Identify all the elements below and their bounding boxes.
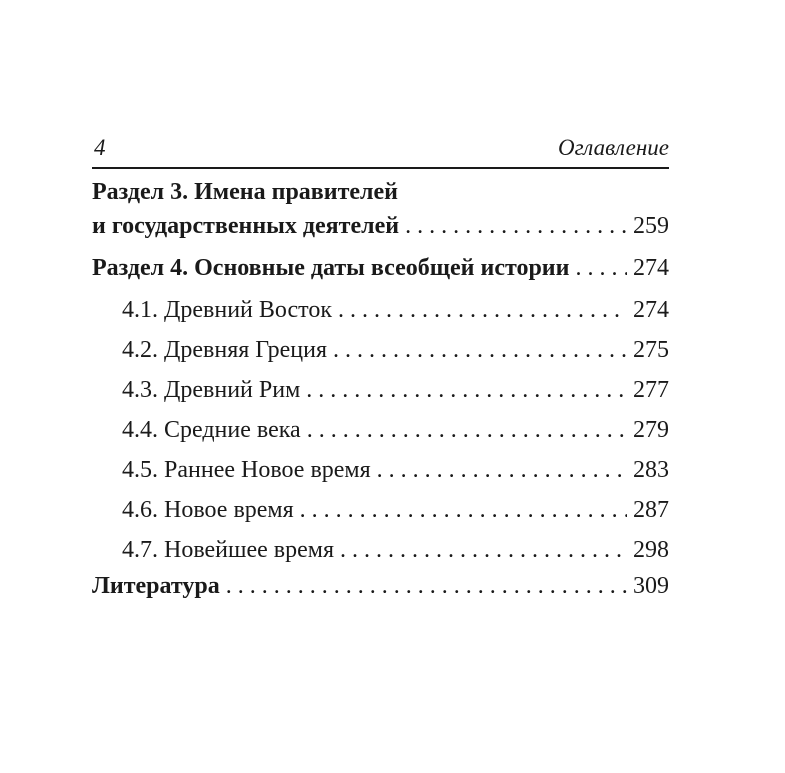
dot-leader	[300, 494, 627, 526]
toc-page-number: 279	[633, 417, 669, 443]
toc-subsection-title: 4.2. Древняя Греция	[122, 337, 328, 363]
toc-subsection-title: 4.7. Новейшее время	[122, 537, 335, 563]
toc-literature-title: Литература	[92, 573, 220, 599]
toc-page-number: 287	[633, 497, 669, 523]
toc-page-number: 298	[633, 537, 669, 563]
toc-subsection[interactable]	[122, 494, 669, 526]
toc-section-3[interactable]	[92, 210, 669, 242]
toc-section-3-title-line1: Раздел 3. Имена правителей	[92, 179, 398, 205]
dot-leader	[338, 294, 627, 326]
toc-subsection-title: 4.6. Новое время	[122, 497, 294, 523]
toc-subsection[interactable]	[122, 374, 669, 406]
toc-section-3-title-line2: и государственных деятелей	[92, 213, 400, 239]
toc-subsection[interactable]	[122, 334, 669, 366]
header-rule	[92, 167, 669, 169]
toc-page-number: 274	[633, 255, 669, 281]
running-head	[92, 133, 669, 163]
toc-page-number: 259	[633, 213, 669, 239]
toc-page-number: 277	[633, 377, 669, 403]
toc-page-number: 309	[633, 573, 669, 599]
toc-page-number: 283	[633, 457, 669, 483]
toc-page-number: 274	[633, 297, 669, 323]
toc-subsection[interactable]	[122, 534, 669, 566]
toc-subsection[interactable]	[122, 414, 669, 446]
dot-leader	[575, 252, 627, 284]
dot-leader	[333, 334, 627, 366]
toc-subsection[interactable]	[122, 294, 669, 326]
toc-section-4[interactable]	[92, 252, 669, 284]
toc-subsection-title: 4.5. Раннее Новое время	[122, 457, 371, 483]
toc-subsection[interactable]	[122, 454, 669, 486]
toc-page-number: 275	[633, 337, 669, 363]
toc-subsection-title: 4.3. Древний Рим	[122, 377, 301, 403]
dot-leader	[306, 374, 627, 406]
dot-leader	[377, 454, 627, 486]
dot-leader	[340, 534, 627, 566]
dot-leader	[226, 570, 627, 602]
toc-subsection-title: 4.4. Средние века	[122, 417, 301, 443]
dot-leader	[307, 414, 627, 446]
running-title: Оглавление	[557, 135, 669, 160]
toc-literature[interactable]	[92, 570, 669, 602]
dot-leader	[405, 210, 627, 242]
toc-section-4-title: Раздел 4. Основные даты всеобщей истории	[92, 255, 570, 281]
page-number: 4	[94, 135, 106, 160]
toc-subsection-title: 4.1. Древний Восток	[122, 297, 332, 323]
